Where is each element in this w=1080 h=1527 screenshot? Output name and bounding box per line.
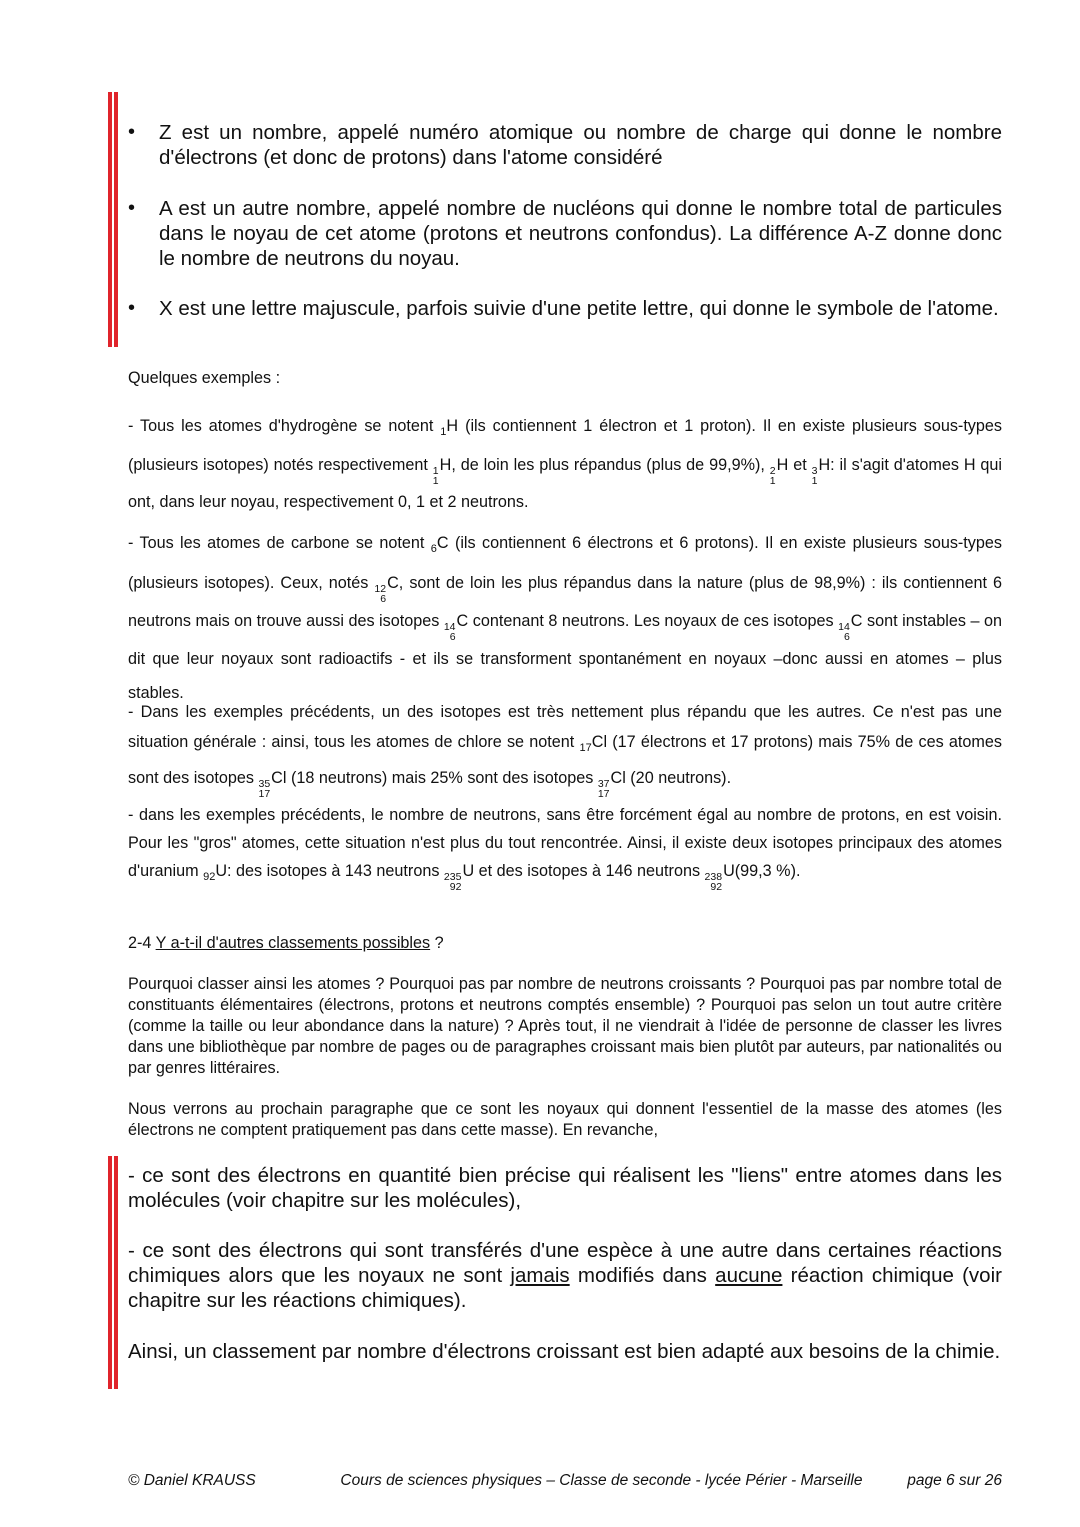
- isotope-h2: 2 1 H: [769, 456, 789, 487]
- bullet-dot: •: [128, 297, 136, 319]
- isotope-c12: 12 6 C: [374, 574, 399, 605]
- bullet-z: • Z est un nombre, appelé numéro atomique ou nombre de charge qui donne le nombre d'électrons (et donc de protons) dans l'atome considéré: [128, 121, 1002, 169]
- isotope-c14-b: 14 6 C: [838, 612, 863, 643]
- margin-bar-top: [108, 92, 118, 347]
- statement-links: - ce sont des électrons en quantité bien précise qui réalisent les "liens" entre atomes dans les molécules (voir chapitre sur les molécules),: [128, 1164, 1002, 1212]
- paragraph-classification: Pourquoi classer ainsi les atomes ? Pourquoi pas par nombre de neutrons croissants ? Pourquoi pas par nombre total de constituants élémentaires (électrons, protons et neutrons comptés ensemble) ? Pourquoi pas selon un tout autre critère (comme la taille ou leur abondance dans la nature) ? Après tout, il ne viendrait à l'idée de personne de classer les livres dans une bibliothèque par nombre de pages ou de paragraphes croissant mais bien plutôt par auteurs, par nationalités ou par genres littéraires.: [128, 975, 1002, 1077]
- margin-bar-bottom: [108, 1156, 118, 1389]
- bullet-dot: •: [128, 197, 136, 219]
- page-footer: [128, 1472, 1002, 1490]
- examples-title: Quelques exemples :: [128, 369, 281, 387]
- bullet-dot: •: [128, 121, 136, 143]
- isotope-cl37: 37 17 Cl: [597, 769, 626, 800]
- isotope-u238: 238 92 U: [704, 862, 735, 893]
- statement-conclusion: Ainsi, un classement par nombre d'électrons croissant est bien adapté aux besoins de la chimie.: [128, 1340, 1001, 1363]
- section-heading: 2-4 Y a-t-il d'autres classements possibles ?: [128, 934, 444, 952]
- paragraph-nuclei: Nous verrons au prochain paragraphe que ce sont les noyaux qui donnent l'essentiel de la masse des atomes (les électrons ne comptent pratiquement pas dans cette masse). En revanche,: [128, 1100, 1002, 1139]
- isotope-h1: 1 1 H: [432, 456, 452, 487]
- footer-page: page 6 sur 26: [907, 1472, 1002, 1489]
- example-chlorine: - Dans les exemples précédents, un des isotopes est très nettement plus répandu que les autres. Ce n'est pas une situation générale : ainsi, tous les atomes de chlore se notent $_{17}$Cl (17 électrons et 17 protons) mais 75% de ces atomes sont des isotopes 35 17 Cl (18 neutrons) mais 25% sont des isotopes 37 17 Cl (20 neutrons).: [128, 703, 1002, 800]
- bullet-a: • A est un autre nombre, appelé nombre de nucléons qui donne le nombre total de particules dans le noyau de cet atome (protons et neutrons confondus). La différence A-Z donne donc le nombre de neutrons du noyau.: [128, 197, 1002, 270]
- isotope-h3: 3 1 H: [811, 456, 831, 487]
- footer-course: Cours de sciences physiques – Classe de seconde - lycée Périer - Marseille: [340, 1472, 863, 1489]
- isotope-cl35: 35 17 Cl: [258, 769, 287, 800]
- example-hydrogen: - Tous les atomes d'hydrogène se notent $_1$H (ils contiennent 1 électron et 1 proton). Il en existe plusieurs sous-types (plusieurs isotopes) notés respectivement 1 1 H, de loin les plus répandus (plus de 99,9%), 2 1 H et 3 1 H: il s'agit d'atomes H qui ont, dans leur noyau, respectivement 0, 1 et 2 neutrons.: [128, 417, 1003, 511]
- statement-transfer: - ce sont des électrons qui sont transférés d'une espèce à une autre dans certaines réactions chimiques alors que les noyaux ne sont jamais modifiés dans aucune réaction chimique (voir chapitre sur les réactions chimiques).: [128, 1239, 1002, 1312]
- example-carbon: - Tous les atomes de carbone se notent $_6$C (ils contiennent 6 électrons et 6 protons). Il en existe plusieurs sous-types (plusieurs isotopes). Ceux, notés 12 6 C, sont de loin les plus répandus dans la nature (plus de 98,9%) : ils contiennent 6 neutrons mais on trouve aussi des isotopes 14 6 C contenant 8 neutrons. Les noyaux de ces isotopes 14 6 C sont instables – on dit que leur noyaux sont radioactifs - et ils se transforment spontanément en noyaux –donc aussi en atomes – plus stables.: [128, 534, 1003, 702]
- example-uranium: - dans les exemples précédents, le nombre de neutrons, sans être forcément égal au nombre de protons, en est voisin. Pour les "gros" atomes, cette situation n'est plus du tout rencontrée. Ainsi, il existe deux isotopes principaux des atomes d'uranium $_{92}$U: des isotopes à 143 neutrons 235 92 U et des isotopes à 146 neutrons 238 92 U(99,3 %).: [128, 806, 1002, 893]
- footer-author: © Daniel KRAUSS: [128, 1472, 256, 1489]
- isotope-u235: 235 92 U: [443, 862, 475, 893]
- bullet-x: • X est une lettre majuscule, parfois suivie d'une petite lettre, qui donne le symbole de l'atome.: [128, 297, 999, 320]
- isotope-c14: 14 6 C: [443, 612, 469, 643]
